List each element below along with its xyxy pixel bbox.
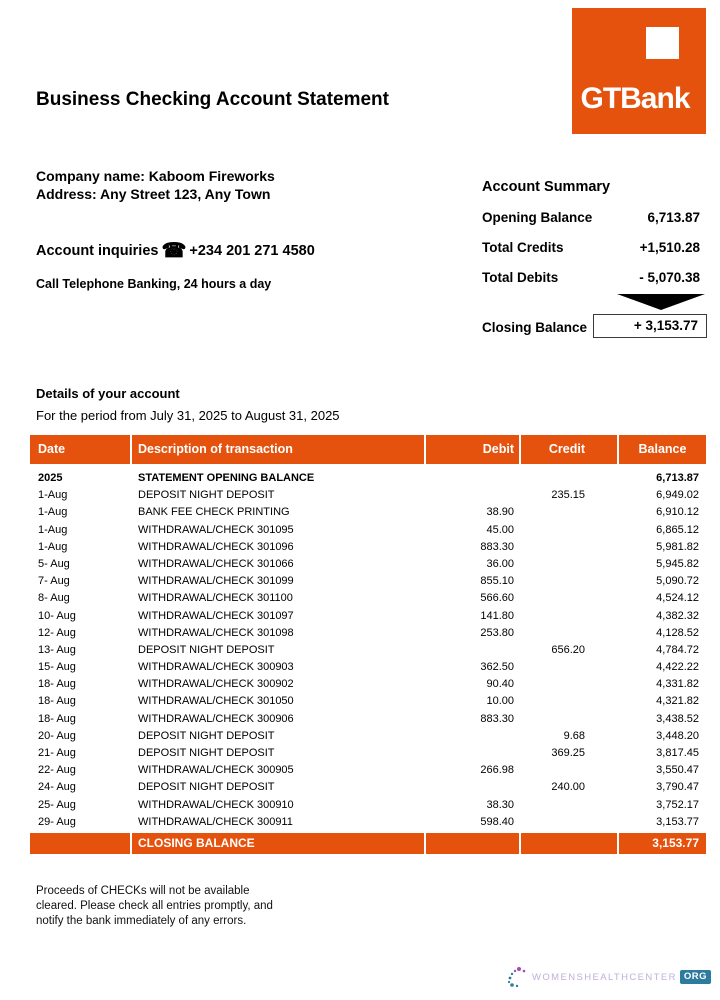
cell-balance: 5,981.82 <box>656 540 699 553</box>
cell-description: STATEMENT OPENING BALANCE <box>138 472 315 484</box>
arrow-down-icon <box>617 294 705 310</box>
banking-hours-note: Call Telephone Banking, 24 hours a day <box>36 277 272 291</box>
cell-balance: 4,422.22 <box>656 661 699 674</box>
table-row <box>30 556 706 573</box>
cell-date: 1-Aug <box>38 506 68 519</box>
header-debit: Debit <box>426 435 519 464</box>
cell-balance: 4,321.82 <box>656 695 699 708</box>
closing-row-debit <box>426 833 519 854</box>
header-description: Description of transaction <box>132 435 424 464</box>
transactions-table <box>30 435 706 854</box>
cell-debit <box>426 470 519 487</box>
cell-debit: 90.40 <box>486 678 514 691</box>
table-row <box>30 762 706 779</box>
cell-balance: 5,090.72 <box>656 575 699 588</box>
cell-description: WITHDRAWAL/CHECK 300903 <box>138 661 294 674</box>
cell-balance: 4,382.32 <box>656 609 699 622</box>
cell-credit <box>521 693 617 710</box>
cell-credit <box>521 470 617 487</box>
table-row <box>30 625 706 642</box>
cell-credit: 9.68 <box>563 729 585 742</box>
company-name: Company name: Kaboom Fireworks <box>36 168 275 184</box>
cell-description: DEPOSIT NIGHT DEPOSIT <box>138 729 275 742</box>
company-address: Address: Any Street 123, Any Town <box>36 186 271 202</box>
table-row <box>30 522 706 539</box>
cell-debit <box>426 728 519 745</box>
cell-credit <box>521 659 617 676</box>
watermark-text: WOMENSHEALTHCENTER <box>532 971 677 983</box>
bank-logo-text: GTBank <box>580 82 690 115</box>
cell-credit <box>521 608 617 625</box>
footer-line: cleared. Please check all entries promptly, and <box>36 899 273 912</box>
cell-description: WITHDRAWAL/CHECK 301098 <box>138 626 294 639</box>
cell-balance: 4,128.52 <box>656 626 699 639</box>
cell-credit <box>521 814 617 831</box>
cell-credit: 235.15 <box>551 489 585 502</box>
summary-label: Opening Balance <box>482 210 593 225</box>
cell-debit: 36.00 <box>486 557 514 570</box>
cell-date: 7- Aug <box>38 575 70 588</box>
cell-credit <box>521 762 617 779</box>
cell-date: 12- Aug <box>38 626 76 639</box>
cell-balance: 3,817.45 <box>656 747 699 759</box>
closing-balance-label: Closing Balance <box>482 320 588 335</box>
cell-date: 22- Aug <box>38 764 76 777</box>
header-credit: Credit <box>521 435 617 464</box>
cell-balance: 3,550.47 <box>656 764 699 777</box>
cell-credit <box>521 676 617 693</box>
table-header <box>30 435 706 464</box>
cell-debit: 10.00 <box>486 695 514 708</box>
cell-debit: 38.90 <box>486 506 514 519</box>
cell-debit <box>426 745 519 762</box>
cell-date: 21- Aug <box>38 747 76 759</box>
cell-credit: 240.00 <box>551 781 585 794</box>
phone-icon: ☎ <box>161 240 187 262</box>
table-row <box>30 797 706 814</box>
cell-credit <box>521 556 617 573</box>
cell-credit <box>521 711 617 728</box>
cell-description: DEPOSIT NIGHT DEPOSIT <box>138 489 275 502</box>
cell-date: 29- Aug <box>38 815 76 828</box>
summary-row-debits <box>482 270 700 286</box>
footer-note <box>36 884 273 928</box>
closing-row <box>30 833 706 854</box>
table-row <box>30 487 706 504</box>
cell-balance: 6,713.87 <box>656 472 699 484</box>
table-row <box>30 711 706 728</box>
watermark <box>506 966 711 988</box>
page-title: Business Checking Account Statement <box>36 89 389 110</box>
cell-debit: 883.30 <box>480 540 514 553</box>
cell-description: WITHDRAWAL/CHECK 301096 <box>138 540 294 553</box>
summary-value: - 5,070.38 <box>639 270 700 285</box>
cell-date: 18- Aug <box>38 678 76 691</box>
table-row <box>30 676 706 693</box>
cell-date: 10- Aug <box>38 609 76 622</box>
cell-description: DEPOSIT NIGHT DEPOSIT <box>138 781 275 794</box>
watermark-badge: ORG <box>680 970 711 984</box>
cell-debit <box>426 779 519 796</box>
cell-description: WITHDRAWAL/CHECK 301097 <box>138 609 294 622</box>
company-info <box>36 167 275 203</box>
summary-label: Total Debits <box>482 270 559 285</box>
cell-description: WITHDRAWAL/CHECK 300910 <box>138 798 294 811</box>
header-date: Date <box>30 435 130 464</box>
cell-debit <box>426 642 519 659</box>
cell-balance: 3,448.20 <box>656 729 699 742</box>
cell-description: DEPOSIT NIGHT DEPOSIT <box>138 747 275 759</box>
table-row <box>30 470 706 487</box>
cell-date: 25- Aug <box>38 798 76 811</box>
cell-date: 1-Aug <box>38 523 68 536</box>
cell-date: 24- Aug <box>38 781 76 794</box>
cell-balance: 3,752.17 <box>656 798 699 811</box>
cell-description: WITHDRAWAL/CHECK 300902 <box>138 678 294 691</box>
phone-number: +234 201 271 4580 <box>189 243 315 259</box>
table-row <box>30 659 706 676</box>
cell-debit: 266.98 <box>480 764 514 777</box>
cell-balance: 5,945.82 <box>656 557 699 570</box>
cell-balance: 6,949.02 <box>656 489 699 502</box>
summary-value: 6,713.87 <box>647 210 700 225</box>
table-row <box>30 728 706 745</box>
cell-balance: 6,910.12 <box>656 506 699 519</box>
cell-date: 1-Aug <box>38 540 68 553</box>
statement-period: For the period from July 31, 2025 to August 31, 2025 <box>36 408 340 423</box>
cell-debit: 45.00 <box>486 523 514 536</box>
cell-date: 18- Aug <box>38 695 76 708</box>
bank-logo <box>572 8 706 134</box>
cell-description: WITHDRAWAL/CHECK 300906 <box>138 712 294 725</box>
cell-balance: 4,784.72 <box>656 643 699 656</box>
closing-row-label: CLOSING BALANCE <box>132 833 424 854</box>
table-row <box>30 590 706 607</box>
closing-balance-box <box>593 314 707 338</box>
closing-row-date <box>30 833 130 854</box>
cell-credit <box>521 522 617 539</box>
summary-value: +1,510.28 <box>639 240 700 255</box>
table-row <box>30 814 706 831</box>
footer-line: notify the bank immediately of any errors. <box>36 914 247 927</box>
cell-description: WITHDRAWAL/CHECK 301050 <box>138 695 294 708</box>
cell-credit <box>521 797 617 814</box>
closing-row-credit <box>521 833 617 854</box>
cell-balance: 4,331.82 <box>656 678 699 691</box>
cell-date: 18- Aug <box>38 712 76 725</box>
summary-label: Total Credits <box>482 240 564 255</box>
cell-date: 5- Aug <box>38 557 70 570</box>
cell-date: 15- Aug <box>38 661 76 674</box>
closing-balance-value: + 3,153.77 <box>633 318 698 333</box>
account-summary-title: Account Summary <box>482 179 611 195</box>
cell-debit: 598.40 <box>480 815 514 828</box>
cell-description: WITHDRAWAL/CHECK 301099 <box>138 575 294 588</box>
cell-credit <box>521 573 617 590</box>
header-balance: Balance <box>619 435 706 464</box>
account-inquiries-label: Account inquiries <box>36 243 159 259</box>
cell-debit: 855.10 <box>480 575 514 588</box>
cell-credit <box>521 590 617 607</box>
cell-debit <box>426 487 519 504</box>
cell-credit: 656.20 <box>551 643 585 656</box>
cell-date: 2025 <box>38 472 63 484</box>
table-row <box>30 779 706 796</box>
cell-description: WITHDRAWAL/CHECK 301066 <box>138 557 294 570</box>
details-title: Details of your account <box>36 386 180 401</box>
bank-logo-square-icon <box>646 27 679 59</box>
cell-description: DEPOSIT NIGHT DEPOSIT <box>138 643 275 656</box>
cell-balance: 3,438.52 <box>656 712 699 725</box>
cell-date: 8- Aug <box>38 592 70 605</box>
cell-debit: 566.60 <box>480 592 514 605</box>
cell-credit: 369.25 <box>551 747 585 759</box>
cell-balance: 4,524.12 <box>656 592 699 605</box>
footer-line: Proceeds of CHECKs will not be available <box>36 885 250 897</box>
cell-date: 20- Aug <box>38 729 76 742</box>
table-row <box>30 642 706 659</box>
table-row <box>30 539 706 556</box>
cell-description: WITHDRAWAL/CHECK 300905 <box>138 764 294 777</box>
cell-balance: 6,865.12 <box>656 523 699 536</box>
cell-credit <box>521 625 617 642</box>
cell-balance: 3,153.77 <box>656 815 699 828</box>
table-row <box>30 608 706 625</box>
account-inquiries <box>36 238 315 263</box>
table-row <box>30 745 706 762</box>
cell-debit: 883.30 <box>480 712 514 725</box>
table-row <box>30 693 706 710</box>
closing-row-balance: 3,153.77 <box>619 833 706 854</box>
table-row <box>30 573 706 590</box>
cell-debit: 38.30 <box>486 798 514 811</box>
summary-row-credits <box>482 240 700 256</box>
cell-description: WITHDRAWAL/CHECK 300911 <box>138 815 293 828</box>
cell-debit: 253.80 <box>480 626 514 639</box>
cell-credit <box>521 504 617 521</box>
cell-credit <box>521 539 617 556</box>
cell-balance: 3,790.47 <box>656 781 699 794</box>
cell-description: WITHDRAWAL/CHECK 301100 <box>138 592 293 605</box>
cell-description: WITHDRAWAL/CHECK 301095 <box>138 523 294 536</box>
cell-date: 1-Aug <box>38 489 68 502</box>
watermark-swirl-icon <box>506 966 530 988</box>
cell-date: 13- Aug <box>38 643 76 656</box>
table-body <box>30 464 706 831</box>
table-row <box>30 504 706 521</box>
cell-description: BANK FEE CHECK PRINTING <box>138 506 290 519</box>
summary-row-opening <box>482 210 700 226</box>
cell-debit: 141.80 <box>480 609 514 622</box>
cell-debit: 362.50 <box>480 661 514 674</box>
